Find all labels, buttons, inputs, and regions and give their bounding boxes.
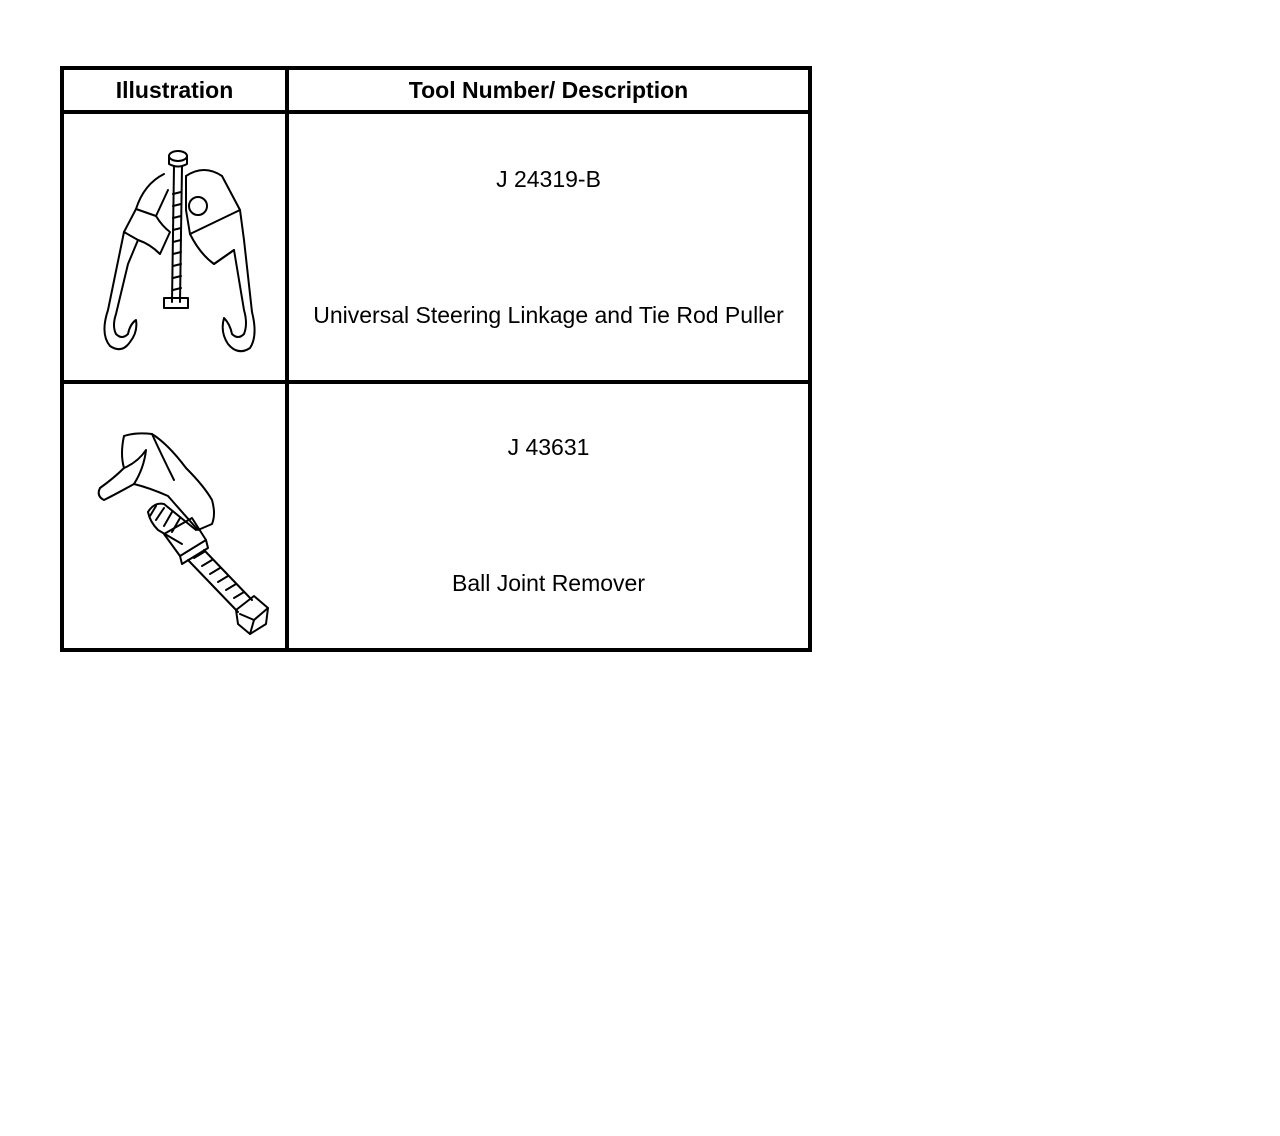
tool-number-2: J 43631	[507, 434, 590, 460]
tool-number-1: J 24319-B	[496, 166, 601, 192]
header-illustration: Illustration	[115, 77, 234, 103]
tool-description-1: Universal Steering Linkage and Tie Rod Puller	[313, 302, 784, 328]
ball-joint-remover-icon	[64, 384, 285, 648]
special-tools-table	[60, 66, 812, 652]
column-divider	[285, 70, 289, 648]
tie-rod-puller-icon	[64, 114, 285, 380]
header-tool-description: Tool Number/ Description	[408, 77, 689, 103]
table-row-2-illustration	[64, 384, 285, 648]
tool-description-2: Ball Joint Remover	[451, 570, 646, 596]
table-row-1-illustration	[64, 114, 285, 380]
